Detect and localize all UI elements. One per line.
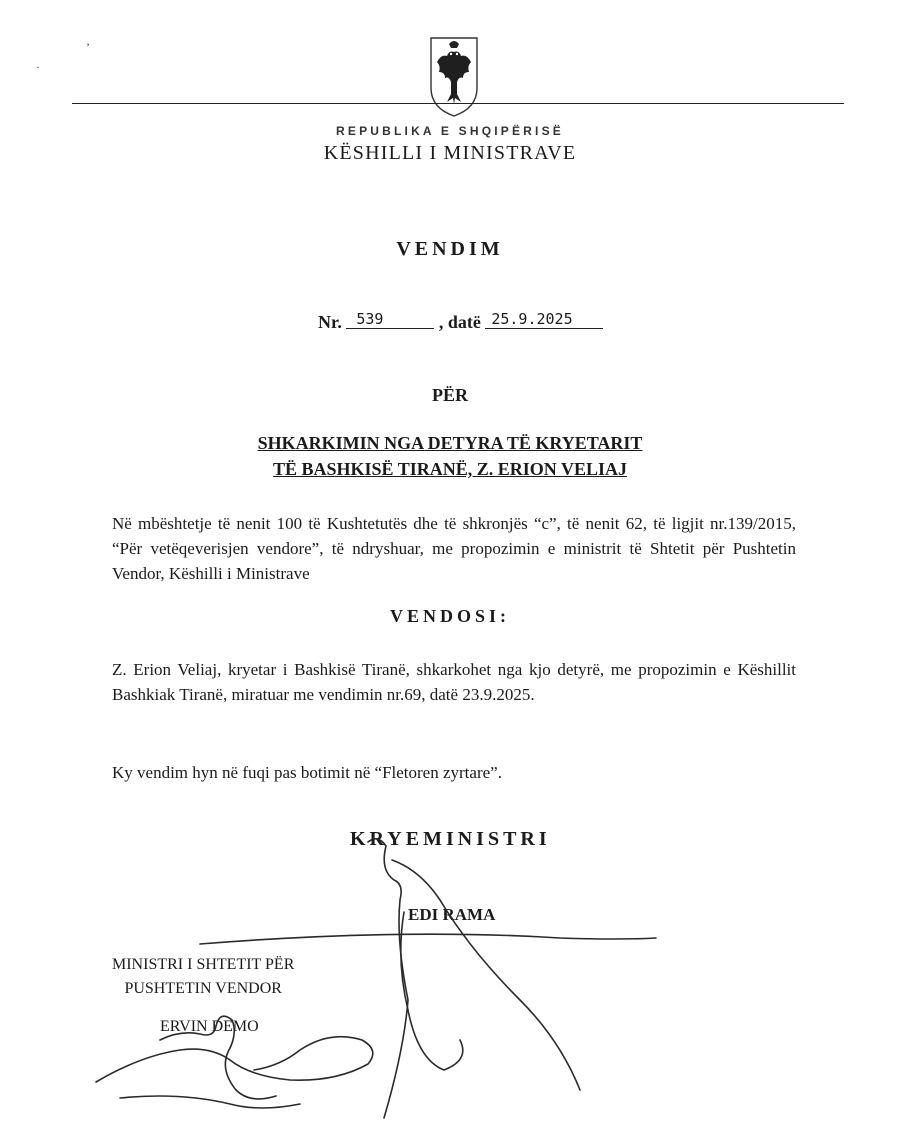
pm-signature-stroke — [368, 839, 408, 1118]
scan-mark: ’ — [86, 40, 90, 54]
minister-title-line: PUSHTETIN VENDOR — [124, 980, 282, 997]
document-title: VENDIM — [396, 238, 504, 260]
scan-mark: · — [36, 60, 40, 74]
minister-title-line: MINISTRI I SHTETIT PËR — [112, 956, 295, 973]
article-2-paragraph: Ky vendim hyn në fuqi pas botimit në “Fletoren zyrtare”. — [112, 763, 502, 782]
pm-signature-stroke — [392, 860, 580, 1090]
republic-name: REPUBLIKA E SHQIPËRISË — [336, 124, 564, 138]
decision-number: 539 — [346, 310, 434, 329]
decides-heading: VENDOSI: — [389, 606, 510, 626]
article-1-paragraph: Z. Erion Veliaj, kryetar i Bashkisë Tiranë, shkarkohet nga kjo detyrë, me propozimin e Këshillit Bashkiak Tiranë, miratuar me vendimin nr.69, datë 23.9.2025. — [112, 660, 796, 704]
minister-name: ERVIN DEMO — [160, 1018, 259, 1035]
date-label: , datë — [438, 312, 481, 332]
for-heading: PËR — [432, 385, 468, 405]
header-rule — [72, 103, 844, 104]
subject-line: TË BASHKISË TIRANË, Z. ERION VELIAJ — [273, 459, 627, 479]
minister-signature-stroke — [120, 1096, 300, 1108]
nr-label: Nr. — [318, 312, 342, 332]
decision-date: 25.9.2025 — [485, 310, 603, 329]
pm-signature-stroke — [401, 912, 463, 1070]
decision-subject — [0, 430, 900, 482]
preamble-paragraph: Në mbështetje të nenit 100 të Kushtetutës dhe të shkronjës “c”, të nenit 62, të ligjit nr.139/2015, “Për vetëqeverisjen vendore”, të ndryshuar, me propozimin e ministrit të Shtetit për Pushtetin Vendor, Këshilli i Ministrave — [112, 514, 796, 583]
subject-line: SHKARKIMIN NGA DETYRA TË KRYETARIT — [257, 433, 643, 453]
pm-signature-stroke — [200, 934, 656, 944]
prime-minister-name: EDI RAMA — [408, 905, 496, 924]
council-name: KËSHILLI I MINISTRAVE — [323, 142, 577, 164]
albanian-eagle-emblem-icon — [427, 32, 481, 118]
prime-minister-title: KRYEMINISTRI — [350, 828, 551, 850]
minister-signature-stroke — [96, 1037, 373, 1082]
decision-number-line — [318, 312, 603, 333]
minister-title — [112, 953, 294, 1001]
